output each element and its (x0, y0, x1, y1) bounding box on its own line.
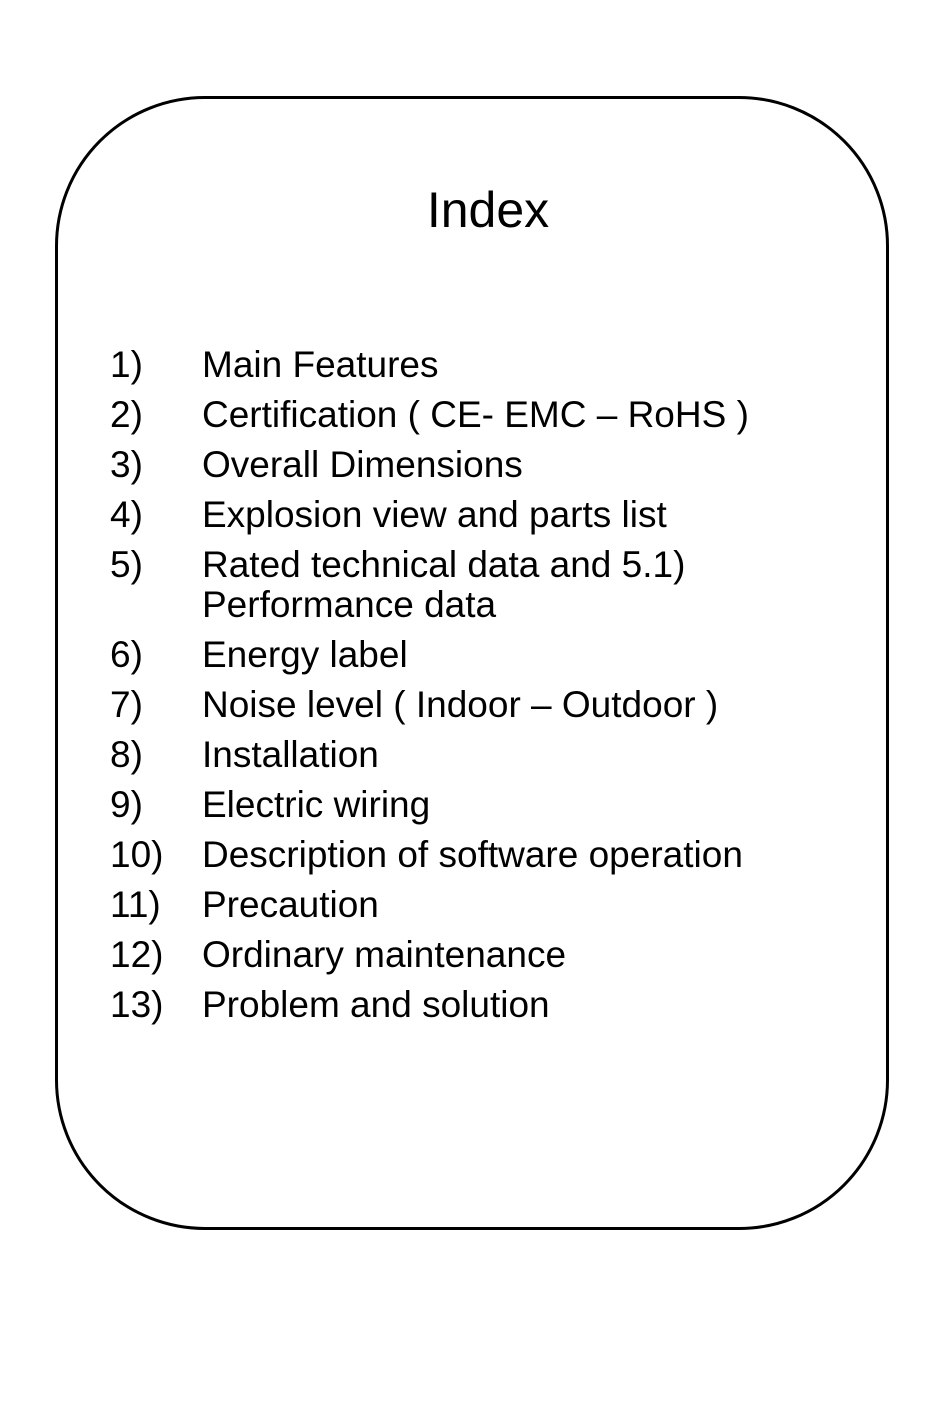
index-item-number: 11) (110, 884, 161, 925)
index-item-label: Problem and solution (202, 984, 550, 1025)
index-item-number: 12) (110, 934, 164, 975)
index-item-label: Description of software operation (202, 834, 743, 875)
index-item-label: Energy label (202, 634, 408, 675)
index-item-number: 9) (110, 784, 143, 825)
page-title: Index (426, 182, 550, 238)
index-item-number: 4) (110, 494, 143, 535)
index-item-5 (110, 545, 830, 625)
index-item-4 (110, 495, 830, 535)
index-item-number: 10) (110, 834, 164, 875)
index-item-2 (110, 395, 830, 435)
index-item-number: 2) (110, 394, 143, 435)
index-item-label: Main Features (202, 344, 439, 385)
index-item-label: Installation (202, 734, 379, 775)
index-item-label: Certification ( CE- EMC – RoHS ) (202, 394, 749, 435)
index-item-label: Ordinary maintenance (202, 934, 567, 975)
index-list (110, 345, 830, 1035)
index-item-number: 1) (110, 344, 143, 385)
index-item-label: Rated technical data and 5.1) Performance data (202, 544, 686, 625)
index-item-9 (110, 785, 830, 825)
index-item-number: 13) (110, 984, 164, 1025)
index-item-8 (110, 735, 830, 775)
index-item-number: 7) (110, 684, 143, 725)
index-item-6 (110, 635, 830, 675)
index-item-label: Explosion view and parts list (202, 494, 667, 535)
index-item-7 (110, 685, 830, 725)
index-item-1 (110, 345, 830, 385)
index-item-13 (110, 985, 830, 1025)
index-item-number: 6) (110, 634, 143, 675)
index-item-label: Electric wiring (202, 784, 431, 825)
index-item-number: 3) (110, 444, 143, 485)
index-item-3 (110, 445, 830, 485)
index-item-number: 8) (110, 734, 143, 775)
index-item-number: 5) (110, 544, 143, 585)
index-item-label: Precaution (202, 884, 379, 925)
index-item-10 (110, 835, 830, 875)
index-item-11 (110, 885, 830, 925)
index-item-label: Overall Dimensions (202, 444, 523, 485)
index-item-12 (110, 935, 830, 975)
index-item-label: Noise level ( Indoor – Outdoor ) (202, 684, 719, 725)
